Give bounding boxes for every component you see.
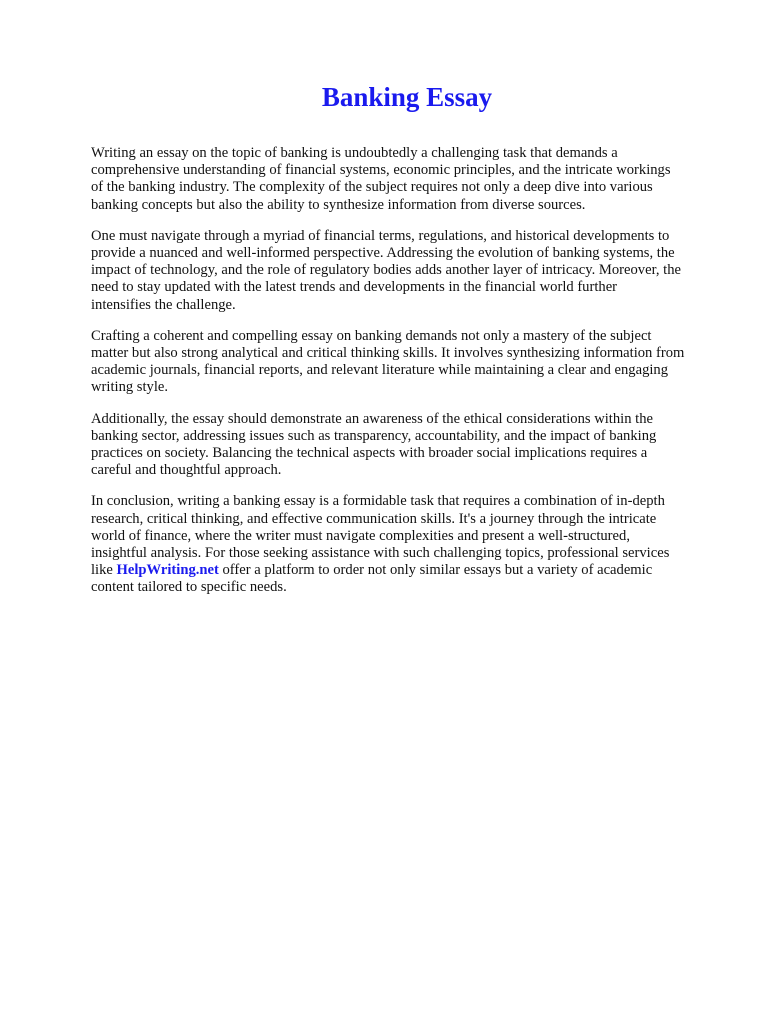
conclusion-text-after-link: offer a platform to order not only similar essays but a variety of academic content tailored to specific needs.: [91, 562, 653, 596]
essay-body: [91, 145, 723, 611]
helpwriting-link[interactable]: HelpWriting.net: [116, 562, 219, 579]
conclusion-text-before-link: In conclusion, writing a banking essay is a formidable task that requires a combination of in-depth research, critical thinking, and effective communication skills. It's a journey through the intricate world of finance, where the writer must navigate complexities and present a well-structured, insightful analysis. For those seeking assistance with such challenging topics, professional services like: [91, 493, 670, 579]
paragraph-intro: Writing an essay on the topic of banking is undoubtedly a challenging task that demands a comprehensive understanding of financial systems, economic principles, and the intricate workings of the banking industry. The complexity of the subject requires not only a deep dive into various banking concepts but also the ability to synthesize information from diverse sources.: [91, 145, 671, 213]
paragraph-navigation: One must navigate through a myriad of financial terms, regulations, and historical developments to provide a nuanced and well-informed perspective. Addressing the evolution of banking systems, the impact of technology, and the role of regulatory bodies adds another layer of intricacy. Moreover, the need to stay updated with the latest trends and developments in the financial world further intensifies the challenge.: [91, 227, 681, 313]
paragraph-crafting: Crafting a coherent and compelling essay on banking demands not only a mastery of the subject matter but also strong analytical and critical thinking skills. It involves synthesizing information from academic journals, financial reports, and relevant literature while maintaining a clear and engaging writing style.: [91, 327, 685, 396]
page-title: Banking Essay: [321, 82, 493, 112]
paragraph-ethics: Additionally, the essay should demonstrate an awareness of the ethical considerations within the banking sector, addressing issues such as transparency, accountability, and the impact of banking practices on society. Balancing the technical aspects with broader social implications requires a careful and thoughtful approach.: [91, 410, 657, 479]
paragraph-conclusion: [91, 493, 723, 596]
